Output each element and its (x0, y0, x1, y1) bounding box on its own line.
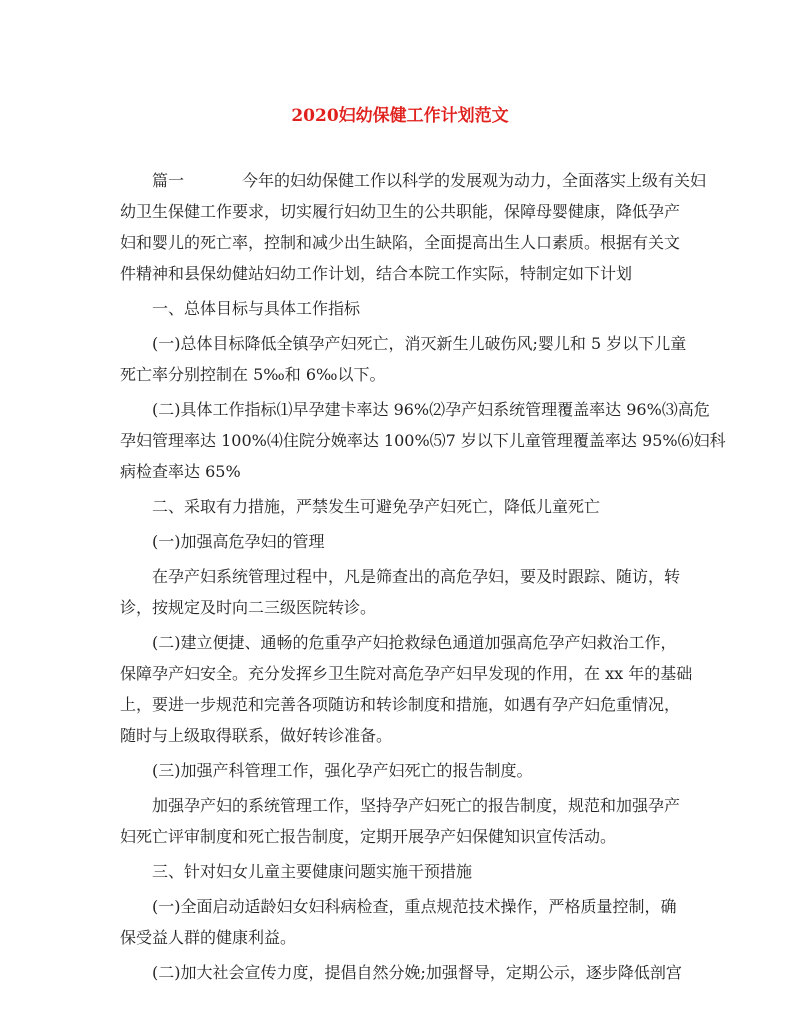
paragraph-line: (二)加大社会宣传力度，提倡自然分娩;加强督导，定期公示，逐步降低剖宫 (152, 963, 682, 982)
intro-label: 篇一 (152, 171, 185, 190)
paragraph (120, 957, 680, 988)
paragraph-line: 三、针对妇女儿童主要健康问题实施干预措施 (152, 862, 473, 881)
paragraph (120, 561, 680, 623)
intro-line: 今年的妇幼保健工作以科学的发展观为动力，全面落实上级有关妇 (242, 171, 707, 190)
intro-line: 件精神和县保幼健站妇幼工作计划，结合本院工作实际，特制定如下计划 (120, 264, 633, 283)
document-title: 2020妇幼保健工作计划范文 (291, 106, 509, 126)
paragraph-line: 妇死亡评审制度和死亡报告制度，定期开展孕产妇保健知识宣传活动。 (120, 827, 617, 846)
paragraph-line: 随时与上级取得联系，做好转诊准备。 (120, 726, 393, 745)
paragraph-line: (三)加强产科管理工作，强化孕产妇死亡的报告制度。 (152, 761, 533, 780)
paragraph-line: (二)具体工作指标⑴早孕建卡率达 96%⑵孕产妇系统管理覆盖率达 96%⑶高危 (152, 400, 710, 419)
paragraph-line: 诊，按规定及时向二三级医院转诊。 (120, 598, 377, 617)
paragraph-line: 孕妇管理率达 100%⑷住院分娩率达 100%⑸7 岁以下儿童管理覆盖率达 95%⑹妇科 (120, 431, 726, 450)
paragraph-line: 加强孕产妇的系统管理工作，坚持孕产妇死亡的报告制度，规范和加强孕产 (152, 796, 681, 815)
paragraph (120, 627, 693, 751)
paragraph (120, 293, 680, 324)
intro-paragraph (120, 165, 707, 289)
paragraph-line: (一)总体目标降低全镇孕产妇死亡，消灭新生儿破伤风;婴儿和 5 岁以下儿童 (152, 334, 687, 353)
intro-first-line (120, 165, 707, 196)
paragraph (120, 526, 680, 557)
paragraph (120, 755, 680, 786)
paragraph-line: 上，要进一步规范和完善各项随访和转诊制度和措施，如遇有孕产妇危重情况， (120, 695, 681, 714)
paragraph-line: (一)加强高危孕妇的管理 (152, 532, 325, 551)
intro-line: 妇和婴儿的死亡率，控制和减少出生缺陷，全面提高出生人口素质。根据有关文 (120, 233, 681, 252)
paragraph (120, 394, 726, 487)
paragraph (120, 856, 680, 887)
paragraph (120, 790, 680, 852)
paragraph-line: 死亡率分别控制在 5‰和 6‰以下。 (120, 365, 386, 384)
paragraph-line: (一)全面启动适龄妇女妇科病检查，重点规范技术操作，严格质量控制，确 (152, 897, 677, 916)
paragraph-line: 保障孕产妇安全。充分发挥乡卫生院对高危孕产妇早发现的作用，在 xx 年的基础 (120, 664, 693, 683)
paragraph (120, 891, 680, 953)
paragraph-line: (二)建立便捷、通畅的危重孕产妇抢救绿色通道加强高危孕产妇救治工作， (152, 633, 677, 652)
paragraph-line: 在孕产妇系统管理过程中，凡是筛查出的高危孕妇，要及时跟踪、随访，转 (152, 567, 681, 586)
paragraph-line: 保受益人群的健康利益。 (120, 928, 297, 947)
paragraph-line: 病检查率达 65% (120, 462, 241, 481)
paragraph (120, 491, 680, 522)
paragraph (120, 328, 687, 390)
paragraph-line: 二、采取有力措施，严禁发生可避免孕产妇死亡，降低儿童死亡 (152, 497, 601, 516)
intro-line: 幼卫生保健工作要求，切实履行妇幼卫生的公共职能，保障母婴健康，降低孕产 (120, 202, 681, 221)
document-body (120, 165, 726, 992)
paragraph-line: 一、总体目标与具体工作指标 (152, 299, 361, 318)
